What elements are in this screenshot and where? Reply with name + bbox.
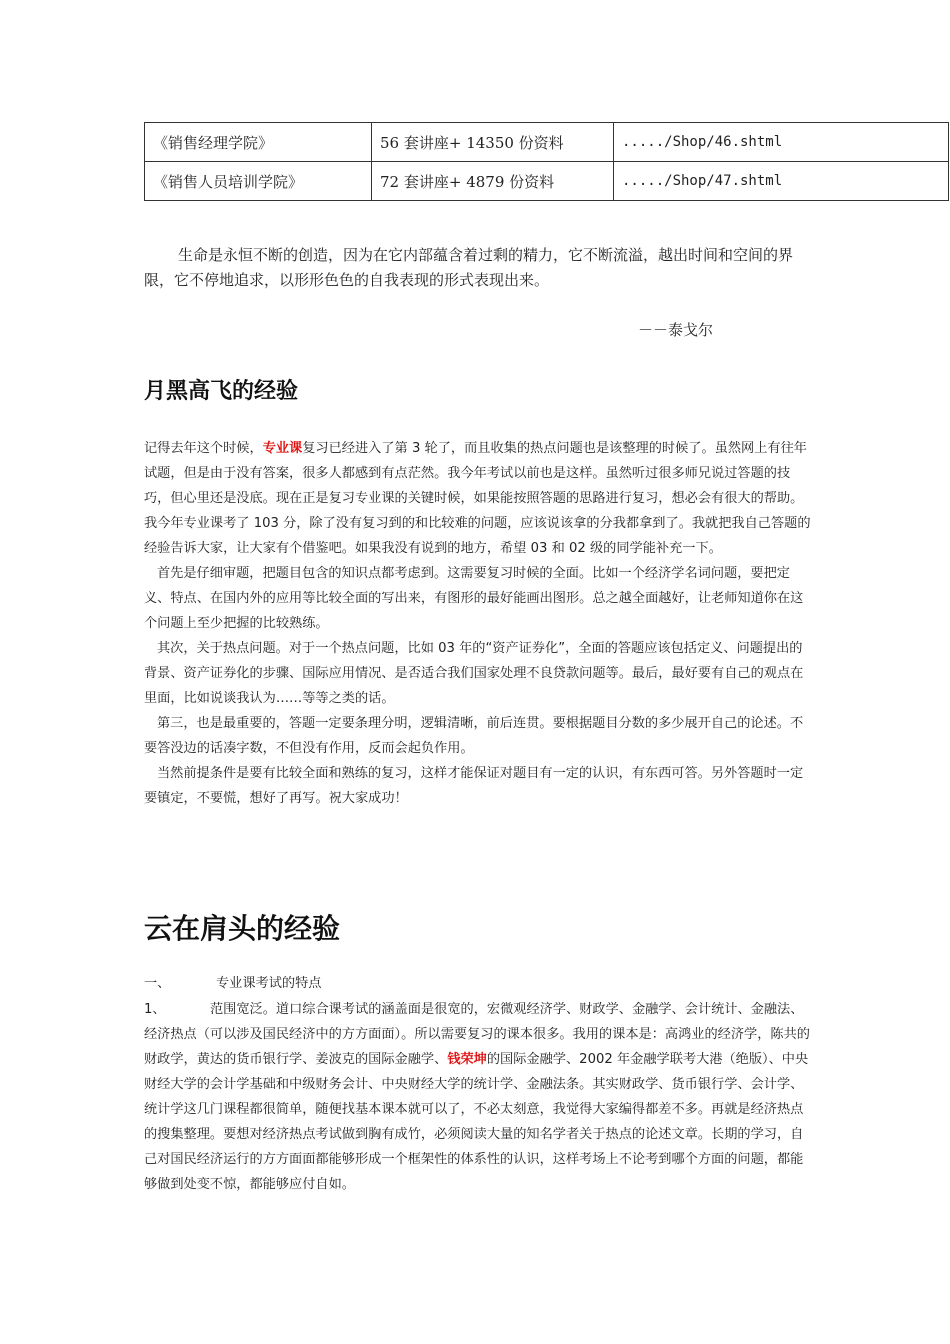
- table-cell-content: 72 套讲座+ 4879 份资料: [372, 162, 614, 201]
- section-body-moon: [144, 436, 814, 811]
- highlight-keyword: 专业课: [262, 441, 303, 456]
- table-cell-link[interactable]: ...../Shop/46.shtml: [614, 123, 949, 162]
- paragraph: 第三，也是最重要的，答题一定要条理分明，逻辑清晰，前后连贯。要根据题目分数的多少展开自己的论述。不要答没边的话凑字数，不但没有作用，反而会起负作用。: [144, 716, 804, 756]
- paragraph-text: 范围宽泛。道口综合课考试的涵盖面是很宽的，宏微观经济学、财政学、金融学、会计统计、金融法、经济热点（可以涉及国民经济中的方方面面）。所以需要复习的课本很多。我用的课本是：高鸿业的经济学，陈共的财政学，黄达的货币银行学、姜波克的国际金融学、: [144, 1002, 810, 1067]
- table-row: [145, 162, 949, 201]
- paragraph-text: 记得去年这个时候，: [144, 441, 263, 456]
- table-row: [145, 123, 949, 162]
- subsection-number: 一、: [144, 976, 171, 991]
- paragraph: 当然前提条件是要有比较全面和熟练的复习，这样才能保证对题目有一定的认识，有东西可答。另外答题时一定要镇定，不要慌，想好了再写。祝大家成功！: [144, 766, 804, 806]
- table-cell-name: 《销售经理学院》: [145, 123, 372, 162]
- section-title-moon: 月黑高飞的经验: [144, 379, 299, 404]
- quote-author: －－泰戈尔: [638, 321, 714, 339]
- paragraph-text: 的国际金融学、2002 年金融学联考大港（绝版）、中央财经大学的会计学基础和中级财务会计、中央财经大学的统计学、金融法条。其实财政学、货币银行学、会计学、统计学这几门课程都很简单，随便找基本课本就可以了，不必太刻意，我觉得大家编得都差不多。再就是经济热点的搜集整理。要想对经济热点考试做到胸有成竹，必须阅读大量的知名学者关于热点的论述文章。长期的学习，自己对国民经济运行的方方面面都能够形成一个框架性的体系性的认识，这样考场上不论考到哪个方面的问题，都能够做到处变不惊，都能够应付自如。: [144, 1052, 809, 1192]
- quote-text: 生命是永恒不断的创造，因为在它内部蕴含着过剩的精力，它不断流溢，越出时间和空间的界限，它不停地追求，以形形色色的自我表现的形式表现出来。: [144, 246, 794, 289]
- section-title-cloud: 云在肩头的经验: [144, 912, 341, 945]
- shop-table: [144, 122, 949, 201]
- paragraph: [144, 997, 814, 1197]
- item-number: 1、: [144, 1002, 166, 1017]
- paragraph: [144, 436, 814, 561]
- table-cell-content: 56 套讲座+ 14350 份资料: [372, 123, 614, 162]
- subsection-heading: [144, 972, 322, 996]
- paragraph: 首先是仔细审题，把题目包含的知识点都考虑到。这需要复习时候的全面。比如一个经济学名词问题，要把定义、特点、在国内外的应用等比较全面的写出来，有图形的最好能画出图形。总之越全面越好，让老师知道你在这个问题上至少把握的比较熟练。: [144, 566, 804, 631]
- paragraph: 其次，关于热点问题。对于一个热点问题，比如 03 年的“资产证券化”，全面的答题应该包括定义、问题提出的背景、资产证券化的步骤、国际应用情况、是否适合我们国家处理不良贷款问题等。最后，最好要有自己的观点在里面，比如说谈我认为……等等之类的话。: [144, 641, 804, 706]
- subsection-title: 专业课考试的特点: [216, 976, 322, 991]
- table-cell-link[interactable]: ...../Shop/47.shtml: [614, 162, 949, 201]
- section-body-cloud: [144, 997, 814, 1197]
- table-cell-name: 《销售人员培训学院》: [145, 162, 372, 201]
- paragraph-text: 复习已经进入了第 3 轮了，而且收集的热点问题也是该整理的时候了。虽然网上有往年试题，但是由于没有答案，很多人都感到有点茫然。我今年考试以前也是这样。虽然听过很多师兄说过答题的技巧，但心里还是没底。现在正是复习专业课的关键时候，如果能按照答题的思路进行复习，想必会有很大的帮助。我今年专业课考了 103 分，除了没有复习到的和比较难的问题，应该说该拿的分我都拿到了。我就把我自己答题的经验告诉大家，让大家有个借鉴吧。如果我没有说到的地方，希望 03 和 02 级的同学能补充一下。: [144, 441, 811, 556]
- highlight-keyword: 钱荣坤: [447, 1052, 487, 1067]
